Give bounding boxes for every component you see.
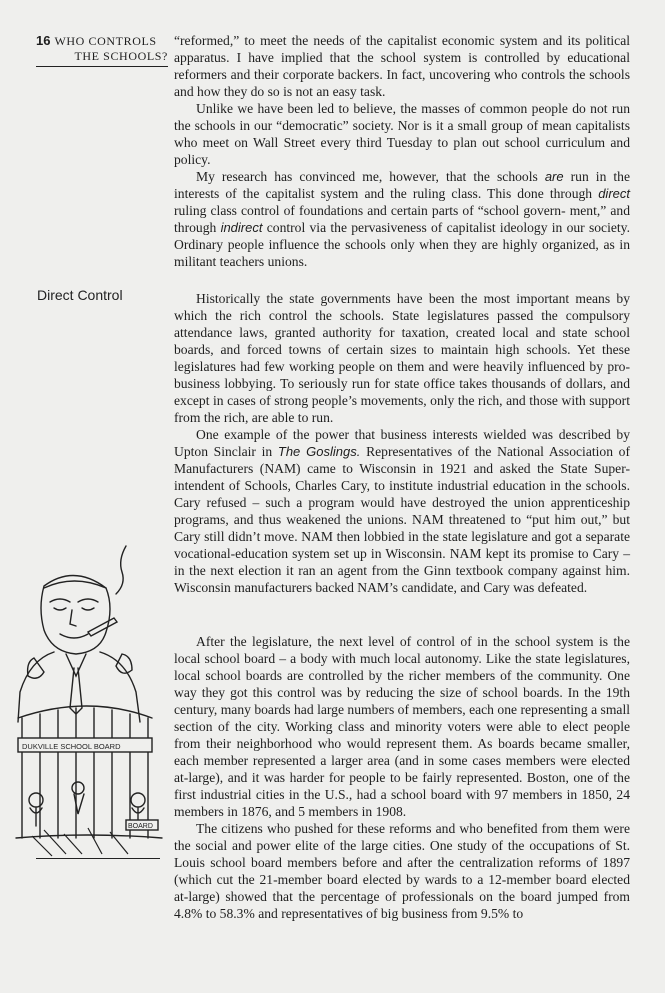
running-header: [36, 33, 168, 64]
sign-text-right: BOARD: [128, 823, 153, 830]
text-block-school-board: [174, 633, 630, 922]
paragraph: “reformed,” to meet the needs of the capitalist economic system and its political apparatus. I have implied that the school system is controlled by educational reformers and their corporate backers. In fact, uncovering who controls the schools and how they do so is not an easy task.: [174, 33, 630, 99]
paragraph: Historically the state governments have been the most important means by which the rich control the schools. State legislatures passed the compulsory attendance laws, granted authority for taxation, created local and state school boards, and forced towns of certain sizes to maintain high schools. Yet these legislatures had few working people on them and were heavily influenced by pro-business lobbying. To seriously run for state office takes thousands of dollars, and except in cases of strong people’s movements, only the rich, and those with support from the rich, are able to run.: [174, 291, 630, 425]
paragraph: My research has convinced me, however, that the schools are run in the interests of the capitalist system and the ruling class. This done through direct ruling class control of foundations and certain parts of “school govern- ment,” and through indirect control via the pervasiveness of capitalist ideology in our society. Ordinary people influence the schools only when they are highly organized, as in militant teachers unions.: [174, 169, 630, 269]
cartoon-illustration: [14, 538, 164, 848]
footer-rule: [36, 858, 160, 859]
paragraph: After the legislature, the next level of control of in the school system is the local school board – a body with much local autonomy. Like the state legislatures, local school boards are controlled by the richer members of the community. One way they got this control was by reducing the size of school boards. In the 19th century, many boards had large numbers of members, each one representing a small section of the city. Working class and minority voters were able to elect people from their neighborhood who would represent them. As boards became smaller, each member represented a larger area (and in some cases members were elected at-large), and it was harder for people to be fairly represented. Boston, one of the first industrial cities in the U.S., had a school board with 97 members in 1850, 24 members in 1876, and 5 members in 1908.: [174, 634, 630, 819]
chapter-title-line2: THE SCHOOLS?: [74, 49, 168, 63]
emphasis: indirect: [220, 220, 263, 235]
paragraph: The citizens who pushed for these reforms and who benefited from them were the social and power elite of the large cities. One study of the occupations of St. Louis school board members before and after the centralization reforms of 1897 (which cut the 21-member board elected by wards to a 12-member board elected at-large) showed that the percentage of professionals on the board jumped from 4.8% to 58.3% and representatives of big business from 9.5% to: [174, 821, 630, 921]
chapter-title-line1: WHO CONTROLS: [54, 34, 157, 48]
emphasis: are: [544, 169, 564, 184]
text-block-direct-control: [174, 290, 630, 596]
emphasis: direct: [598, 186, 630, 201]
section-heading: Direct Control: [37, 287, 123, 303]
paragraph: One example of the power that business interests wielded was described by Upton Sinclair in The Goslings. Representatives of the National Association of Manufacturers (NAM) came to Wisconsin in 1921 and asked the State Super- intendent of Schools, Charles Cary, to institute industrial education in the schools. Cary refused – such a program would have destroyed the union apprenticeship programs, and thus weakened the unions. NAM threatened to “put him out,” but Cary still didn’t move. NAM then lobbied in the state legislature and got a separate vocational-education system set up in Wisconsin. NAM kept its promise to Cary – in the next election it ran an agent from the Ginn textbook company against him. Wisconsin manufacturers backed NAM’s candidate, and Cary was defeated.: [174, 427, 631, 595]
header-rule: [36, 66, 168, 67]
text-block-intro: [174, 32, 630, 270]
book-title: The Goslings.: [277, 444, 361, 459]
page-number: 16: [36, 33, 51, 48]
sign-text-left: DUKVILLE SCHOOL BOARD: [22, 742, 121, 751]
paragraph: Unlike we have been led to believe, the masses of common people do not run the schools in our “democratic” society. Nor is it a small group of mean capitalists who meet on Wall Street every third Tuesday to plan out school curriculum and policy.: [174, 101, 630, 167]
hatch-marks: [30, 826, 140, 862]
